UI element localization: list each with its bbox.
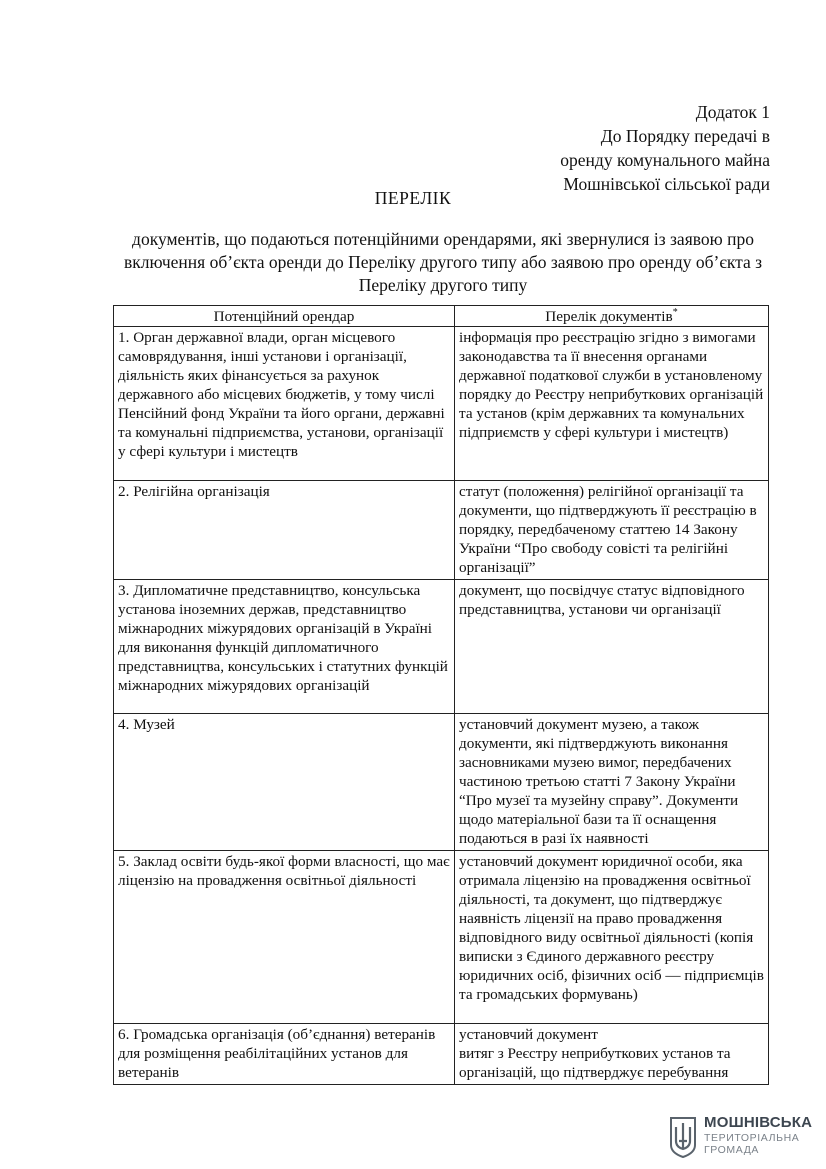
documents-cell: інформація про реєстрацію згідно з вимогами законодавства та її внесення органами державної податкової служби в установленому порядку до Реєстру неприбуткових організацій та установ (крім державних та комунальних підприємств у сфері культури і мистецтв) [455,327,769,481]
header-tenant: Потенційний орендар [114,306,455,327]
table-row [114,580,769,714]
documents-line: установчий документ [459,1026,598,1043]
tenant-cell: 1. Орган державної влади, орган місцевого самоврядування, інші установи і організації, діяльність яких фінансується за рахунок державного або місцевих бюджетів, у тому числі Пенсійний фонд України та його органи, державні та комунальні підприємства, установи, організації у сфері культури і мистецтв [114,327,455,481]
table-row [114,851,769,1024]
document-title: ПЕРЕЛІК [374,188,452,208]
table-row [114,327,769,481]
appendix-line-1: Додаток 1 [695,102,770,122]
appendix-line-3: оренду комунального майна [560,150,770,170]
header-documents [455,306,769,327]
table-row [114,714,769,851]
appendix-line-4: Мошнівської сільської ради [563,174,770,194]
documents-cell: установчий документ юридичної особи, яка отримала ліцензію на провадження освітньої діяльності, та документ, що підтверджує наявність ліцензії на право провадження відповідного виду освітньої діяльності (копія виписки з Єдиного державного реєстру юридичних осіб, фізичних осіб — підприємців та громадських формувань) [455,851,769,1024]
documents-cell: документ, що посвідчує статус відповідного представництва, установи чи організації [455,580,769,714]
documents-cell: статут (положення) релігійної організації та документи, що підтверджують її реєстрацію в порядку, передбаченому статтею 14 Закону України “Про свободу совісті та релігійні організації” [455,481,769,580]
document-subtitle: документів, що подаються потенційними орендарями, які звернулися із заявою про включення об’єкта оренди до Переліку другого типу або заявою про оренду об’єкта з Переліку другого типу [123,229,763,295]
tenant-cell: 6. Громадська організація (об’єднання) ветеранів для розміщення реабілітаційних установ для ветеранів [114,1024,455,1085]
footnote-mark: * [672,306,678,318]
appendix-line-2: До Порядку передачі в [600,126,770,146]
tenant-cell: 3. Дипломатичне представництво, консульська установа іноземних держав, представництво міжнародних міжурядових організацій в Україні для виконання функцій дипломатичного представництва, консульських і статутних функцій міжнародних міжурядових організацій [114,580,455,714]
logo-subtitle-1: ТЕРИТОРІАЛЬНА [704,1132,800,1144]
table-header-row [114,306,769,327]
logo-subtitle-2: ГРОМАДА [704,1144,760,1156]
tenant-cell: 5. Заклад освіти будь-якої форми власності, що має ліцензію на провадження освітньої діяльності [114,851,455,1024]
community-logo [668,1113,813,1161]
tenant-cell: 2. Релігійна організація [114,481,455,580]
documents-table [113,305,769,1085]
trident-icon [668,1115,698,1159]
logo-name: МОШНІВСЬКА [704,1114,813,1131]
table-row [114,481,769,580]
documents-line: витяг з Реєстру неприбуткових установ та організацій, що підтверджує перебування [459,1045,731,1081]
table-row [114,1024,769,1085]
documents-cell [455,1024,769,1085]
appendix-header [560,100,770,196]
documents-cell: установчий документ музею, а також документи, які підтверджують виконання засновниками музею вимог, передбачених частиною третьою статті 7 Закону України “Про музеї та музейну справу”. Документи щодо матеріальної бази та її оснащення подаються в разі їх наявності [455,714,769,851]
header-documents-label: Перелік документів [545,308,673,325]
tenant-cell: 4. Музей [114,714,455,851]
